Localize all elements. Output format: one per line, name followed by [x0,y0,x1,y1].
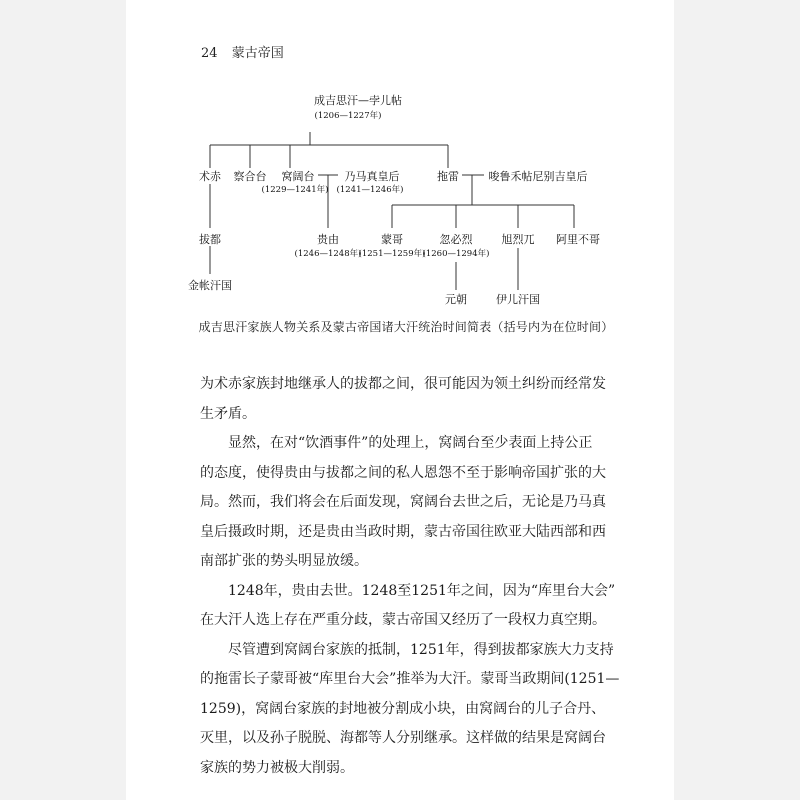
realm-golden-horde: 金帐汗国 [188,279,232,292]
child-toregene-dates: (1241—1246年) [336,185,404,195]
grandchild-mongke-dates: (1251—1259年) [358,249,426,259]
child-sorghaghtani: 唆鲁禾帖尼别吉皇后 [488,170,588,183]
child-chagatai: 察合台 [233,170,267,183]
grandchild-hulagu: 旭烈兀 [501,233,535,246]
grandchild-guyuk: 贵由 [317,233,339,246]
text-line: 1248年，贵由去世。1248至1251年之间，因为“库里台大会” [228,582,616,599]
text-line: 为术赤家族封地继承人的拔都之间，很可能因为领土纠纷而经常发 [200,376,606,392]
child-tolui: 拖雷 [437,170,459,183]
child-ogedei-dates: (1229—1241年) [261,185,329,195]
page-number: 24 [201,46,218,61]
text-line: 显然，在对“饮酒事件”的处理上，窝阔台至少表面上持公正 [228,435,593,451]
grandchild-batu: 拔都 [199,233,221,246]
child-jochi: 术赤 [199,170,221,183]
body-text [200,370,620,783]
text-line: 局。然而，我们将会在后面发现，窝阔台去世之后，无论是乃马真 [200,494,606,510]
realm-ilkhanate: 伊儿汗国 [496,293,540,306]
grandchild-mongke: 蒙哥 [381,233,403,246]
grandchild-guyuk-dates: (1246—1248年) [294,249,362,259]
grandchild-ariq-boke: 阿里不哥 [556,233,600,246]
text-line: 家族的势力被极大削弱。 [200,759,354,776]
grandchild-kublai-dates: (1260—1294年) [422,249,490,259]
book-title: 蒙古帝国 [231,46,284,61]
text-line: 1259)，窝阔台家族的封地被分割成小块，由窝阔台的儿子合丹、 [200,700,606,717]
grandchild-kublai: 忽必烈 [439,233,473,246]
text-line: 尽管遭到窝阔台家族的抵制，1251年，得到拔都家族大力支持 [228,641,614,658]
text-line: 皇后摄政时期，还是贵由当政时期，蒙古帝国往欧亚大陆西部和西 [200,523,606,540]
genealogy-diagram [0,0,800,320]
diagram-caption: 成吉思汗家族人物关系及蒙古帝国诸大汗统治时间简表（括号内为在位时间） [198,320,614,334]
text-line: 生矛盾。 [200,405,256,422]
text-line: 在大汗人选上存在严重分歧，蒙古帝国又经历了一段权力真空期。 [200,612,606,628]
connector-lines [210,132,574,290]
child-ogedei: 窝阔台 [281,170,315,183]
realm-yuan: 元朝 [445,293,467,306]
root-name: 成吉思汗—孛儿帖 [314,94,402,107]
text-line: 南部扩张的势头明显放缓。 [200,553,368,569]
text-line: 的态度，使得贵由与拔都之间的私人恩怨不至于影响帝国扩张的大 [200,464,606,481]
root-dates: (1206—1227年) [314,111,382,121]
child-toregene: 乃马真皇后 [344,170,400,183]
text-line: 的拖雷长子蒙哥被“库里台大会”推举为大汗。蒙哥当政期间(1251— [200,671,620,687]
text-line: 灭里，以及孙子脱脱、海都等人分别继承。这样做的结果是窝阔台 [200,730,606,746]
